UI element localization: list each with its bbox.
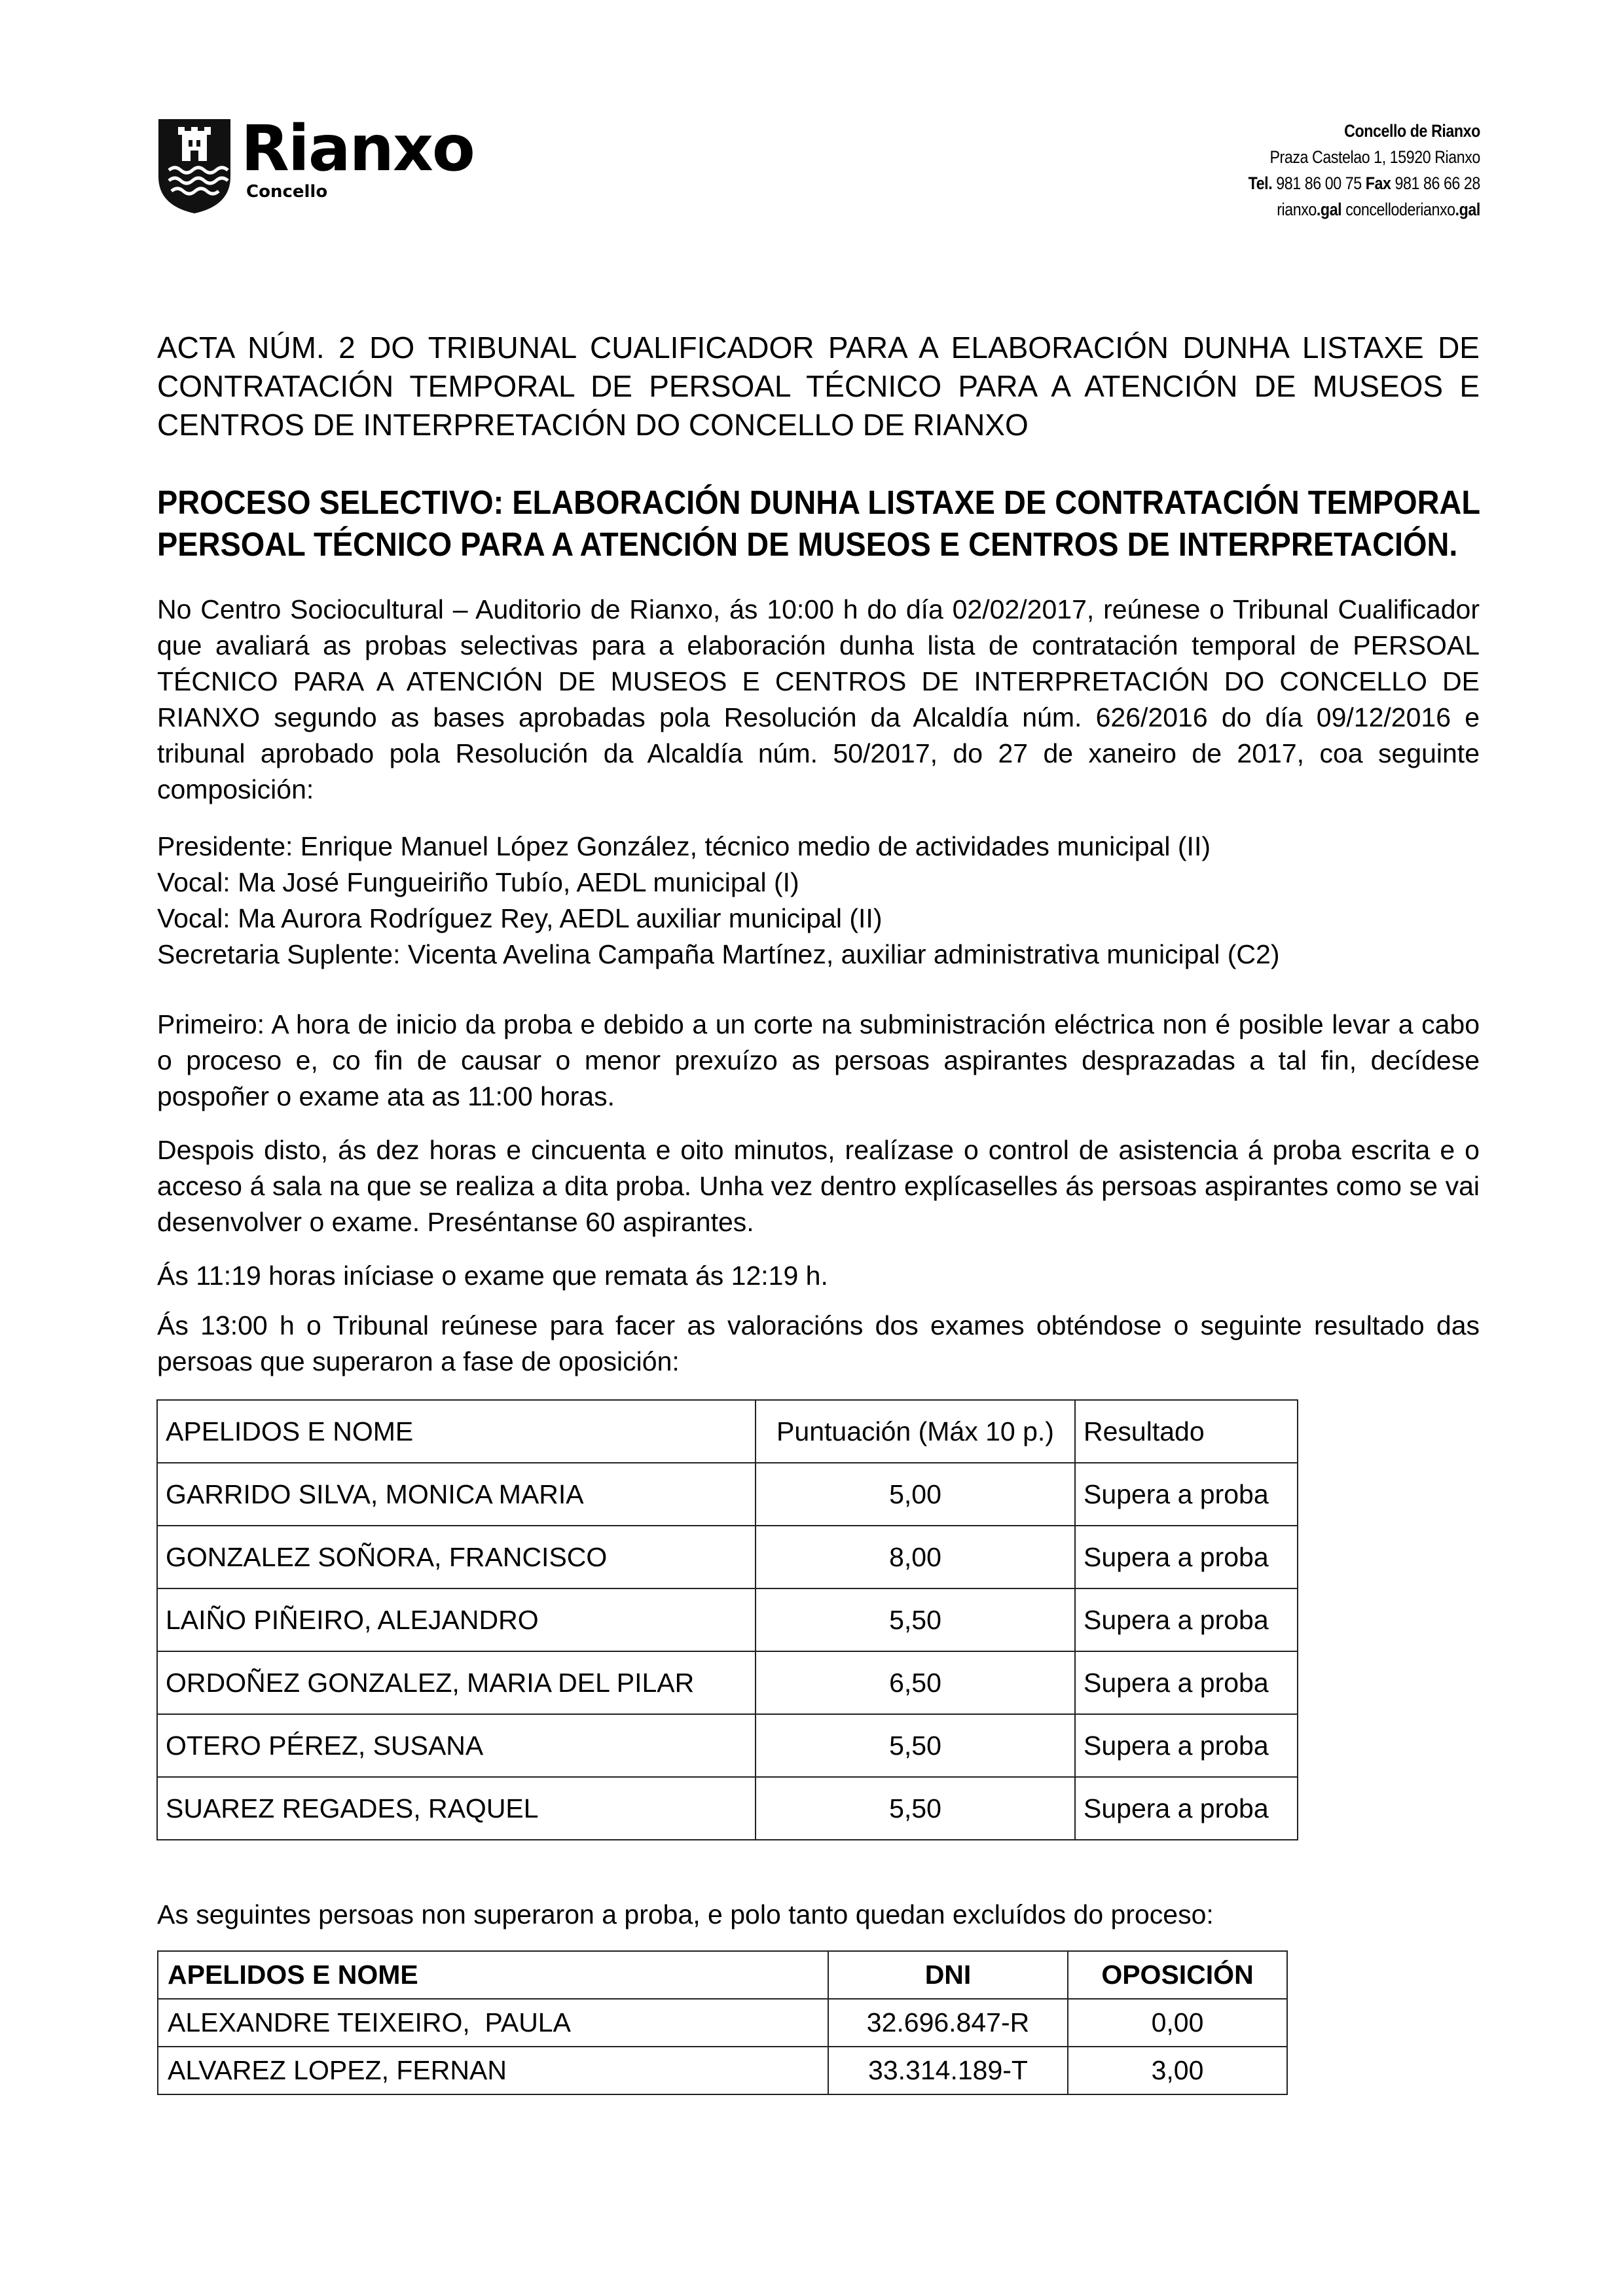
intro-paragraph: No Centro Sociocultural – Auditorio de Rianxo, ás 10:00 h do día 02/02/2017, reúnese o Tribunal Cualificador que avaliará as probas selectivas para a elaboración dunha lista de contratación temporal de PERSOAL TÉCNICO PARA A ATENCIÓN DE MUSEOS E CENTROS DE INTERPRETACIÓN DO CONCELLO DE RIANXO segundo as bases aprobadas pola Resolución da Alcaldía núm. 626/2016 do día 09/12/2016 e tribunal aprobado pola Resolución da Alcaldía núm. 50/2017, do 27 de xaneiro de 2017, coa seguinte composición: xyxy=(157,594,1480,804)
cell-name: ALVAREZ LOPEZ, FERNAN xyxy=(158,2047,828,2094)
logo-subtitle: Concello xyxy=(246,182,328,202)
member-vocal-1: Vocal: Ma José Fungueiriño Tubío, AEDL municipal (I) xyxy=(157,867,799,897)
web1-domain: .gal xyxy=(1317,200,1342,219)
header-dni: DNI xyxy=(828,1951,1068,1999)
concello-logo xyxy=(156,112,509,215)
cell-name: LAIÑO PIÑEIRO, ALEJANDRO xyxy=(157,1588,756,1651)
contact-address: Praza Castelao 1, 15920 Rianxo xyxy=(1269,147,1480,167)
member-secretary: Secretaria Suplente: Vicenta Avelina Campaña Martínez, auxiliar administrativa municipal (C2) xyxy=(157,939,1280,969)
table-row xyxy=(157,1588,1298,1651)
cell-name: SUAREZ REGADES, RAQUEL xyxy=(157,1777,756,1840)
paragraph-start: Ás 11:19 horas iníciase o exame que remata ás 12:19 h. xyxy=(157,1261,828,1291)
cell-oposicion: 0,00 xyxy=(1068,1999,1287,2047)
header-name: APELIDOS E NOME xyxy=(157,1400,756,1463)
table-header-row xyxy=(158,1951,1287,1999)
web2-domain: .gal xyxy=(1455,200,1480,219)
fax-label: Fax xyxy=(1365,173,1391,193)
cell-name: GONZALEZ SOÑORA, FRANCISCO xyxy=(157,1526,756,1588)
paragraph-tribunal: Ás 13:00 h o Tribunal reúnese para facer as valoracións dos exames obténdose o seguinte resultado das persoas que superaron a fase de oposición: xyxy=(157,1310,1480,1376)
paragraph-excluded: As seguintes persoas non superaron a proba, e polo tanto quedan excluídos do proceso: xyxy=(157,1899,1214,1929)
excluded-table xyxy=(157,1950,1288,2095)
fax-number: 981 86 66 28 xyxy=(1395,173,1480,193)
passed-table xyxy=(156,1399,1298,1840)
contact-phone-line xyxy=(1249,170,1480,196)
table-row xyxy=(158,2047,1287,2094)
cell-dni: 33.314.189-T xyxy=(828,2047,1068,2094)
cell-result: Supera a proba xyxy=(1075,1526,1298,1588)
cell-score: 5,50 xyxy=(756,1588,1075,1651)
table-row xyxy=(157,1777,1298,1840)
contact-block xyxy=(1249,118,1480,223)
acta-title: ACTA NÚM. 2 DO TRIBUNAL CUALIFICADOR PARA A ELABORACIÓN DUNHA LISTAXE DE CONTRATACIÓN TEMPORAL DE PERSOAL TÉCNICO PARA A ATENCIÓN DE MUSEOS E CENTROS DE INTERPRETACIÓN DO CONCELLO DE RIANXO xyxy=(157,331,1480,442)
paragraph-despois: Despois disto, ás dez horas e cincuenta e oito minutos, realízase o control de asistencia á proba escrita e o acceso á sala na que se realiza a dita proba. Unha vez dentro explícaselles ás persoas aspirantes como se vai desenvolver o exame. Preséntanse 60 aspirantes. xyxy=(157,1135,1480,1237)
cell-score: 6,50 xyxy=(756,1651,1075,1714)
cell-result: Supera a proba xyxy=(1075,1651,1298,1714)
cell-dni: 32.696.847-R xyxy=(828,1999,1068,2047)
cell-score: 5,00 xyxy=(756,1463,1075,1526)
cell-score: 5,50 xyxy=(756,1777,1075,1840)
cell-result: Supera a proba xyxy=(1075,1463,1298,1526)
member-president: Presidente: Enrique Manuel López González, técnico medio de actividades municipal (II) xyxy=(157,831,1211,861)
header-result: Resultado xyxy=(1075,1400,1298,1463)
paragraph-primeiro: Primeiro: A hora de inicio da proba e debido a un corte na subministración eléctrica non é posible levar a cabo o proceso e, co fin de causar o menor prexuízo as persoas aspirantes desprazadas a tal fin, decídese pospoñer o exame ata as 11:00 horas. xyxy=(157,1009,1480,1111)
table-header-row xyxy=(157,1400,1298,1463)
header-name: APELIDOS E NOME xyxy=(158,1951,828,1999)
cell-name: OTERO PÉREZ, SUSANA xyxy=(157,1714,756,1777)
web2-name: concelloderianxo xyxy=(1345,200,1455,219)
logo-wordmark: Rianxo xyxy=(241,112,474,185)
cell-score: 8,00 xyxy=(756,1526,1075,1588)
table-row xyxy=(157,1714,1298,1777)
contact-org: Concello de Rianxo xyxy=(1344,121,1480,141)
tribunal-members xyxy=(157,829,1480,973)
cell-name: ALEXANDRE TEIXEIRO, PAULA xyxy=(158,1999,828,2047)
cell-name: GARRIDO SILVA, MONICA MARIA xyxy=(157,1463,756,1526)
cell-result: Supera a proba xyxy=(1075,1588,1298,1651)
cell-score: 5,50 xyxy=(756,1714,1075,1777)
cell-result: Supera a proba xyxy=(1075,1777,1298,1840)
table-row xyxy=(157,1526,1298,1588)
table-row xyxy=(157,1463,1298,1526)
web1-name: rianxo xyxy=(1277,200,1317,219)
cell-name: ORDOÑEZ GONZALEZ, MARIA DEL PILAR xyxy=(157,1651,756,1714)
cell-oposicion: 3,00 xyxy=(1068,2047,1287,2094)
castle-shield-icon xyxy=(156,117,233,215)
cell-result: Supera a proba xyxy=(1075,1714,1298,1777)
contact-web-line xyxy=(1249,196,1480,223)
member-vocal-2: Vocal: Ma Aurora Rodríguez Rey, AEDL auxiliar municipal (II) xyxy=(157,903,883,933)
tel-label: Tel. xyxy=(1248,173,1273,193)
table-row xyxy=(157,1651,1298,1714)
header-score: Puntuación (Máx 10 p.) xyxy=(756,1400,1075,1463)
process-title: PROCESO SELECTIVO: ELABORACIÓN DUNHA LISTAXE DE CONTRATACIÓN TEMPORAL PERSOAL TÉCNICO PARA A ATENCIÓN DE MUSEOS E CENTROS DE INTERPRETACIÓN. xyxy=(157,484,1480,563)
tel-number: 981 86 00 75 xyxy=(1276,173,1362,193)
table-row xyxy=(158,1999,1287,2047)
header-oposicion: OPOSICIÓN xyxy=(1068,1951,1287,1999)
